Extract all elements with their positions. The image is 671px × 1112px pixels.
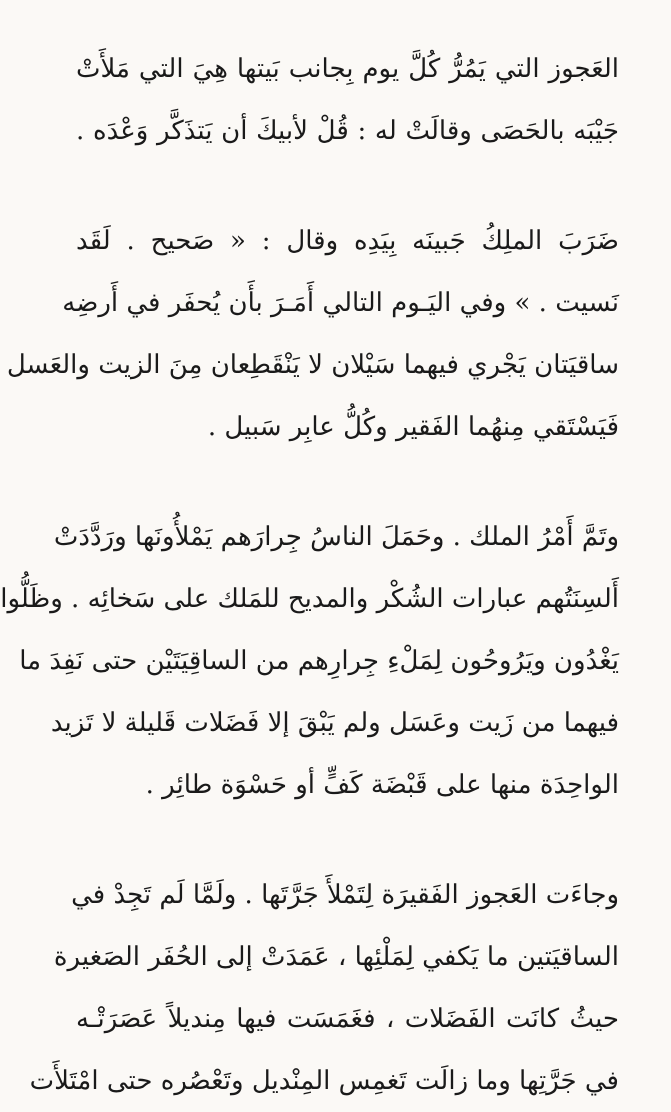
book-page — [0, 38, 619, 1096]
text-line: ساقيَتان يَجْري فيهما سَيْلان لا يَنْقَطِعان مِنَ الزيت والعَسل — [6, 350, 619, 380]
text-line: ضَرَبَ الملِكُ جَبينَه بِيَدِه وقال : « صَحيح . لَقَد — [76, 226, 619, 256]
text-line: الواحِدَة منها على قَبْضَة كَفٍّ أو حَسْوَة طائِر . — [145, 770, 619, 800]
text-line: وجاءَت العَجوز الفَقيرَة لِتَمْلأَ جَرَّتَها . ولَمَّا لَم تَجِدْ في — [71, 880, 619, 910]
paragraph-4 — [29, 864, 619, 1112]
text-line: جَيْبَه بالحَصَى وقالَتْ له : قُلْ لأبيكَ أن يَتذَكَّر وَعْدَه . — [76, 116, 619, 146]
text-line: في جَرَّتِها وما زالَت تَغمِس المِنْديل وتَعْصُره حتى امْتَلأَت — [29, 1066, 619, 1096]
text-line: يَغْدُون ويَرُوحُون لِمَلْءِ جِرارِهم من الساقِيَتَيْن حتى نَفِدَ ما — [19, 646, 619, 676]
text-line: حيثُ كانَت الفَضَلات ، فغَمَسَت فيها مِنديلاً عَصَرَتْـه — [76, 1004, 619, 1034]
text-line: الساقيَتين ما يَكفي لِمَلْئِها ، عَمَدَتْ إلى الحُفَر الصَغيرة — [53, 942, 619, 972]
text-line: نَسيت . » وفي اليَـوم التالي أَمَـرَ بأَن يُحفَر في أَرضِه — [62, 288, 619, 318]
text-line: وتَمَّ أَمْرُ الملك . وحَمَلَ الناسُ جِرارَهم يَمْلأُونَها ورَدَّدَتْ — [53, 522, 619, 552]
text-line: العَجوز التي يَمُرُّ كُلَّ يوم بِجانب بَيتها هِيَ التي مَلأَتْ — [76, 54, 619, 84]
paragraph-2 — [6, 210, 619, 458]
paragraph-1 — [76, 38, 619, 162]
text-line: أَلسِنَتُهم عبارات الشُكْر والمديح للمَلك على سَخائِه . وظَلُّوا — [0, 584, 619, 614]
paragraph-3 — [0, 506, 619, 816]
text-line: فَيَسْتَقي مِنهُما الفَقير وكُلُّ عابِر سَبيل . — [207, 412, 619, 442]
text-line: فيهما من زَيت وعَسَل ولم يَبْقَ إلا فَضَلات قَليلة لا تَزيد — [50, 708, 619, 738]
